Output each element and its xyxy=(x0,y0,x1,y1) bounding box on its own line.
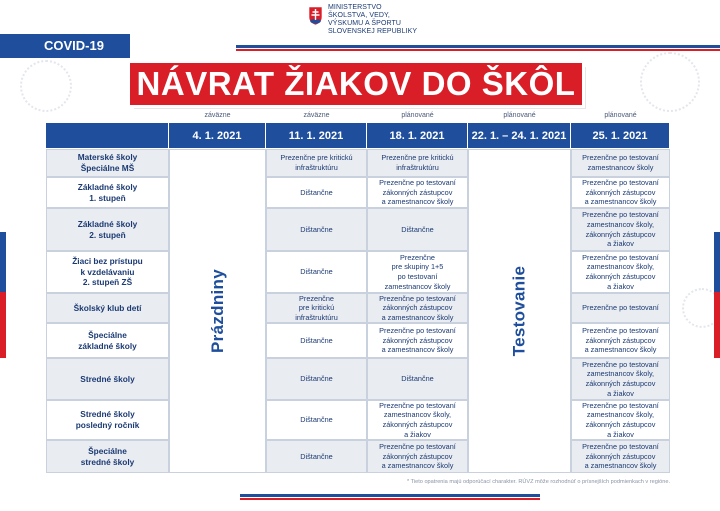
table-cell xyxy=(571,358,670,400)
table-cell xyxy=(367,400,468,440)
table-cell xyxy=(367,358,468,400)
table-cell xyxy=(571,251,670,293)
table-cell xyxy=(571,293,670,323)
table-cell xyxy=(266,440,367,473)
table-cell-text: Dištančne xyxy=(401,224,434,234)
table-cell xyxy=(367,177,468,208)
table-cell xyxy=(571,323,670,358)
table-cell xyxy=(266,293,367,323)
side-accent-red xyxy=(714,292,720,358)
table-cell-text: Prezenčne pre kritickú infraštruktúru xyxy=(280,153,353,172)
ministry-line: SLOVENSKEJ REPUBLIKY xyxy=(328,28,418,35)
column-date-header: 4. 1. 2021 xyxy=(169,123,266,148)
table-cell xyxy=(266,251,367,293)
testing-merged-cell-label: Testovanie xyxy=(509,265,529,357)
table-cell xyxy=(367,251,468,293)
row-label xyxy=(46,400,169,440)
table-cell-text: Prezenčne po testovaní zákonných zástupcov a zamestnancov školy xyxy=(379,442,456,471)
table-cell xyxy=(367,208,468,251)
table-cell-text: Prezenčne po testovaní zákonných zástupcov a zamestnancov školy xyxy=(582,442,659,471)
row-label xyxy=(46,358,169,400)
column-status: plánované xyxy=(604,112,637,119)
table-cell-text: Dištančne xyxy=(300,335,333,345)
table-cell-text: Prezenčne po testovaní zákonných zástupcov a zamestnancov školy xyxy=(379,178,456,207)
covid-badge-label: COVID-19 xyxy=(44,38,104,53)
table-cell-text: Dištančne xyxy=(300,415,333,425)
table-cell xyxy=(266,400,367,440)
table-cell xyxy=(266,323,367,358)
table-cell-text: Prezenčne pre kritickú infraštruktúru xyxy=(295,293,338,322)
row-label xyxy=(46,440,169,473)
table-cell xyxy=(571,208,670,251)
table-cell xyxy=(571,177,670,208)
ministry-line: MINISTERSTVO xyxy=(328,4,382,11)
table-cell-text: Dištančne xyxy=(401,374,434,384)
virus-decoration-icon xyxy=(20,60,72,112)
table-cell-text: Prezenčne po testovaní zákonných zástupcov a zamestnancov školy xyxy=(379,326,456,355)
table-cell-text: Dištančne xyxy=(300,374,333,384)
table-cell xyxy=(266,208,367,251)
column-status: plánované xyxy=(503,112,536,119)
column-status: záväzne xyxy=(303,112,330,119)
side-accent-blue xyxy=(0,232,6,292)
row-label-text: Špeciálne základné školy xyxy=(78,329,137,351)
ministry-line: VÝSKUMU A ŠPORTU xyxy=(328,20,402,27)
side-accent-blue xyxy=(714,232,720,292)
table-cell-text: Dištančne xyxy=(300,267,333,277)
row-label-text: Špeciálne stredné školy xyxy=(80,445,135,467)
column-date-header: 22. 1. – 24. 1. 2021 xyxy=(468,123,571,148)
row-label-text: Žiaci bez prístupu k vzdelávaniu 2. stupeň ZŠ xyxy=(72,256,143,288)
table-cell xyxy=(571,400,670,440)
table-cell-text: Prezenčne pre skupiny 1+5 po testovaní zamestnancov školy xyxy=(384,252,451,291)
column-date-header: 18. 1. 2021 xyxy=(367,123,468,148)
row-label-text: Základné školy 1. stupeň xyxy=(77,181,138,203)
table-cell-text: Dištančne xyxy=(300,187,333,197)
virus-decoration-icon xyxy=(640,52,700,112)
table-cell xyxy=(266,177,367,208)
side-accent-red xyxy=(0,292,6,358)
ministry-line: ŠKOLSTVA, VEDY, xyxy=(328,12,390,19)
holidays-merged-cell xyxy=(169,149,266,473)
page-title: NÁVRAT ŽIAKOV DO ŠKÔL xyxy=(136,65,576,102)
row-label-text: Stredné školy posledný ročník xyxy=(75,409,140,430)
top-red-stripe xyxy=(236,49,720,51)
table-cell xyxy=(571,149,670,177)
row-label xyxy=(46,251,169,293)
table-cell xyxy=(571,440,670,473)
table-cell-text: Prezenčne po testovaní xyxy=(582,303,659,313)
table-cell-text: Prezenčne po testovaní zákonných zástupcov a zamestnancov školy xyxy=(582,326,659,355)
top-blue-stripe xyxy=(236,45,720,48)
table-cell-text: Prezenčne po testovaní zamestnancov školy, zákonných zástupcov a žiakov xyxy=(582,359,659,398)
table-cell xyxy=(367,149,468,177)
table-cell-text: Prezenčne pre kritickú infraštruktúru xyxy=(381,153,454,172)
column-status: záväzne xyxy=(204,112,231,119)
bottom-blue-stripe xyxy=(240,494,540,497)
table-cell xyxy=(266,358,367,400)
table-cell-text: Prezenčne po testovaní zamestnancov školy, zákonných zástupcov a žiakov xyxy=(582,252,659,291)
row-label xyxy=(46,208,169,251)
footnote: * Tieto opatrenia majú odporúčací charakter. RÚVZ môže rozhodnúť o prísnejších podmienkach v regióne. xyxy=(407,479,670,485)
row-label-text: Základné školy 2. stupeň xyxy=(77,218,138,240)
row-label xyxy=(46,149,169,177)
row-label-text: Materské školy Špeciálne MŠ xyxy=(77,152,138,173)
table-cell-text: Prezenčne po testovaní zamestnancov školy, zákonných zástupcov a žiakov xyxy=(379,400,456,439)
row-label xyxy=(46,293,169,323)
table-cell-text: Dištančne xyxy=(300,224,333,234)
ministry-header xyxy=(308,4,417,36)
slovak-coat-of-arms-icon xyxy=(308,6,323,26)
title-banner xyxy=(130,63,582,105)
table-cell xyxy=(266,149,367,177)
holidays-merged-cell-label: Prázdniny xyxy=(207,269,227,353)
table-cell-text: Dištančne xyxy=(300,451,333,461)
column-status: plánované xyxy=(401,112,434,119)
row-label-text: Školský klub detí xyxy=(73,302,142,313)
table-cell-text: Prezenčne po testovaní zamestnancov školy xyxy=(582,153,659,172)
table-cell-text: Prezenčne po testovaní zamestnancov školy, zákonných zástupcov a žiakov xyxy=(582,210,659,249)
column-date-header: 25. 1. 2021 xyxy=(571,123,670,148)
table-cell xyxy=(367,323,468,358)
table-cell-text: Prezenčne po testovaní zákonných zástupcov a zamestnancov školy xyxy=(582,178,659,207)
table-cell xyxy=(367,440,468,473)
table-cell-text: Prezenčne po testovaní zákonných zástupcov a zamestnancov školy xyxy=(379,293,456,322)
testing-merged-cell xyxy=(468,149,571,473)
row-label-text: Stredné školy xyxy=(80,373,135,384)
bottom-red-stripe xyxy=(240,498,540,500)
table-cell-text: Prezenčne po testovaní zamestnancov školy, zákonných zástupcov a žiakov xyxy=(582,400,659,439)
row-label xyxy=(46,177,169,208)
column-date-header: 11. 1. 2021 xyxy=(266,123,367,148)
table-cell xyxy=(367,293,468,323)
table-header-blank xyxy=(46,123,169,148)
row-label xyxy=(46,323,169,358)
